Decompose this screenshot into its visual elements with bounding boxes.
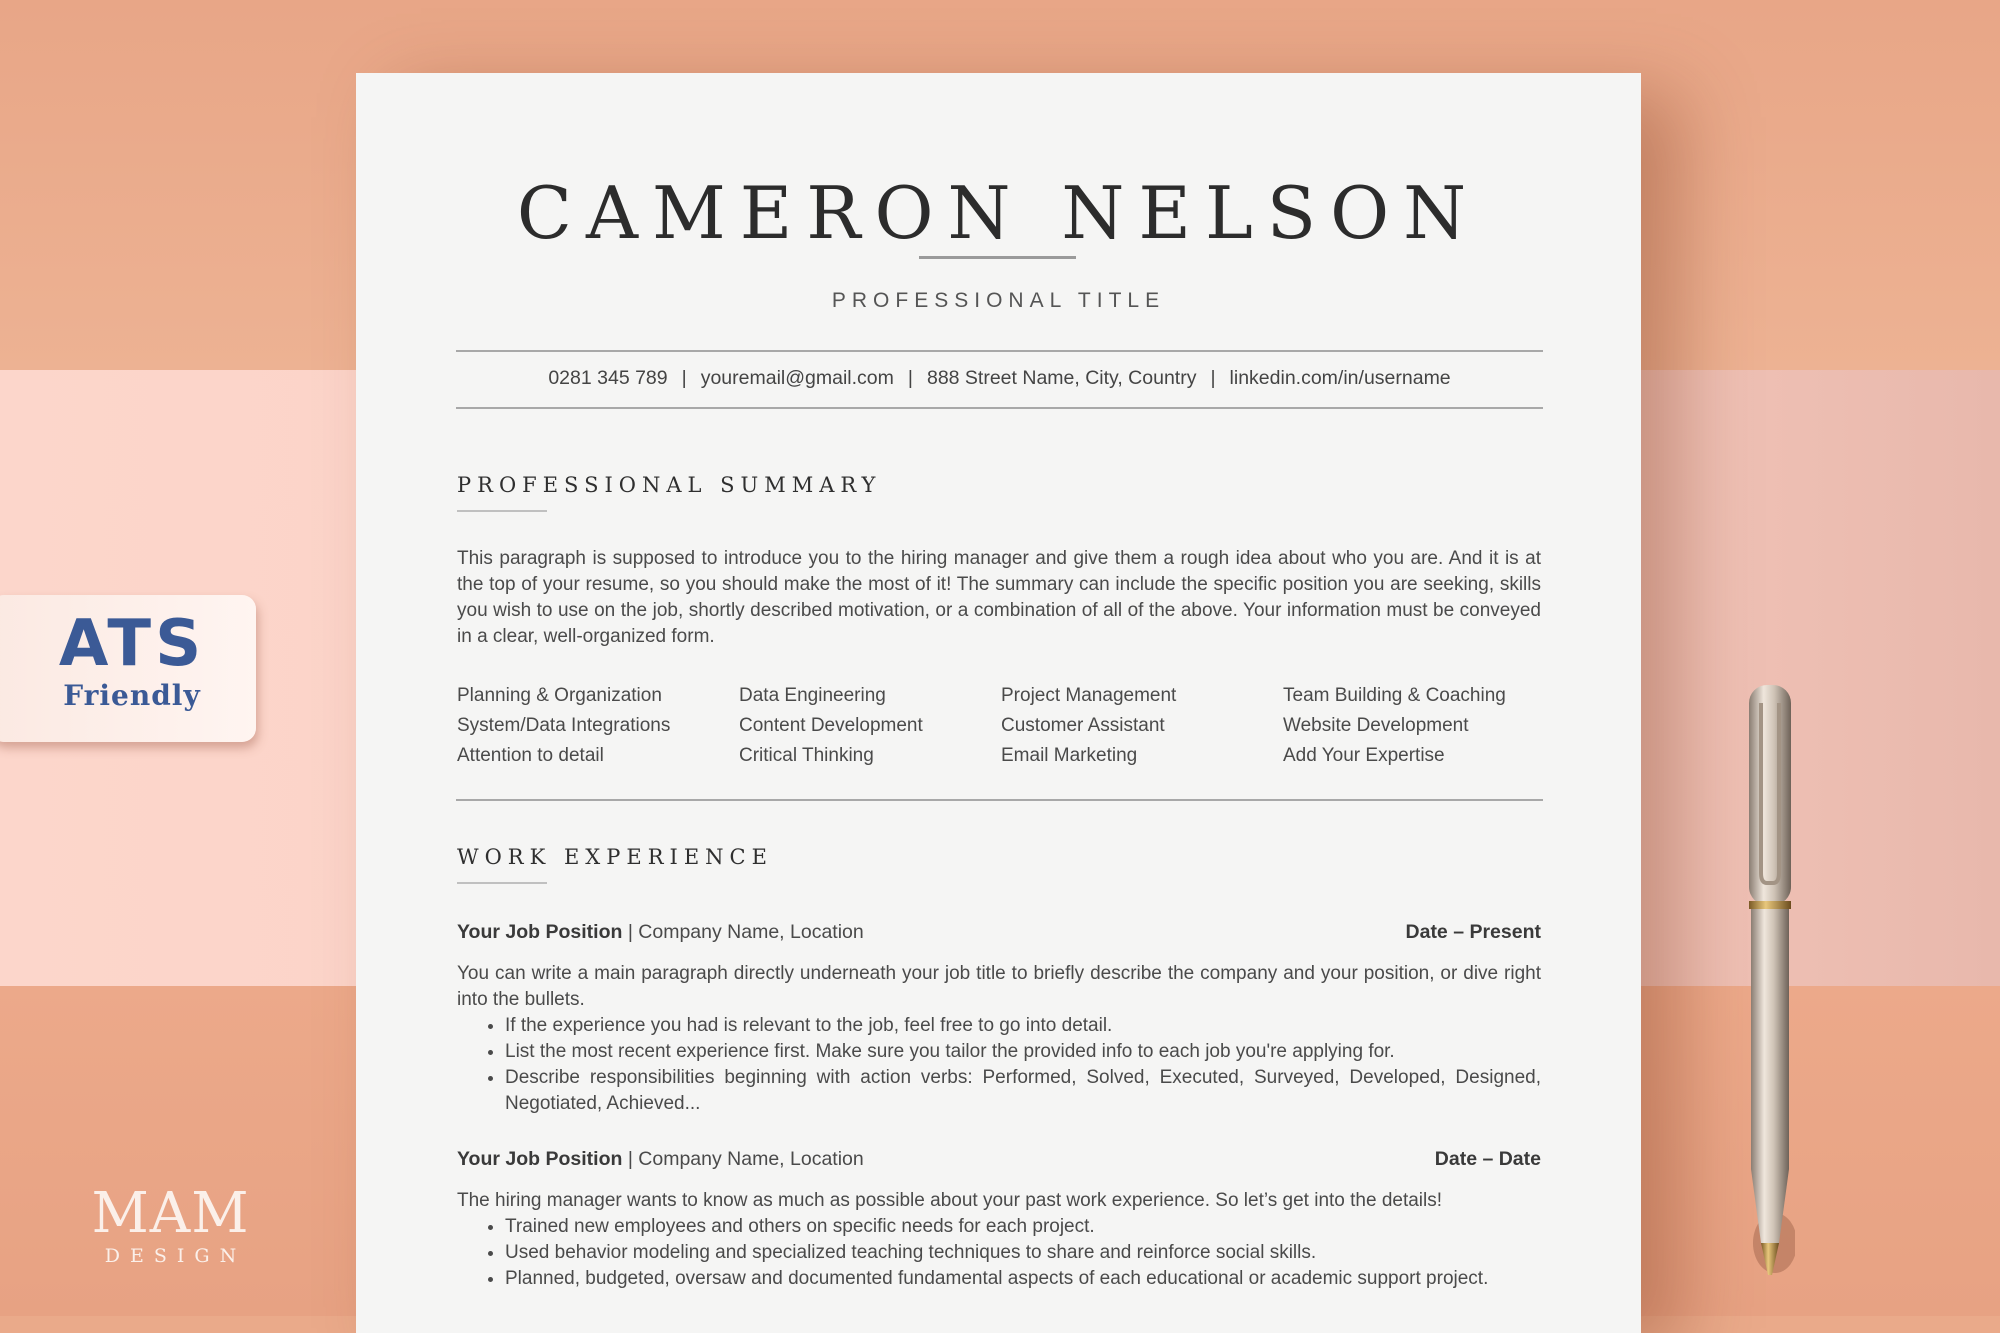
skill-item: Content Development [739, 715, 923, 736]
contact-separator: | [1210, 367, 1216, 389]
skill-item: System/Data Integrations [457, 715, 671, 736]
resume-page [356, 73, 1641, 1333]
job-header [457, 921, 1541, 944]
contact-phone: 0281 345 789 [548, 367, 668, 389]
experience-heading-underline [457, 882, 547, 884]
section-divider [456, 799, 1543, 801]
job-bullet: • Describe responsibilities beginning with action verbs: Performed, Solved, Executed, Surveyed, Developed, Designed, Negotiated, Achieved... [505, 1065, 1541, 1117]
job-header [457, 1148, 1541, 1171]
skill-item: Website Development [1283, 715, 1469, 736]
brand-logo [88, 1181, 253, 1267]
badge-subtitle: Friendly [63, 679, 201, 712]
job-description: The hiring manager wants to know as much as possible about your past work experience. So let’s get into the details! [457, 1190, 1443, 1211]
summary-heading-underline [457, 510, 547, 512]
contact-top-rule [456, 350, 1543, 352]
skill-item: Customer Assistant [1001, 715, 1165, 736]
logo-wordmark: MAM [91, 1181, 250, 1246]
job-bullets [457, 1214, 1541, 1292]
professional-title: PROFESSIONAL TITLE [831, 289, 1166, 312]
skills-grid [457, 683, 1547, 769]
experience-heading: WORK EXPERIENCE [457, 845, 773, 869]
job-bullet: • Used behavior modeling and specialized teaching techniques to share and reinforce social skills. [505, 1240, 1541, 1266]
skill-item: Team Building & Coaching [1283, 685, 1506, 706]
contact-line [456, 367, 1543, 390]
candidate-name: CAMERON NELSON [516, 171, 1481, 255]
summary-paragraph: This paragraph is supposed to introduce you to the hiring manager and give them a rough idea about who you are. And it is at the top of your resume, so you should make the most of it! The summary can include the specific position you are seeking, skills you wish to use on the job, shortly described motivation, or a combination of all of the above. Your information must be conveyed in a clear, well-organized form. [457, 548, 1541, 647]
skill-item: Project Management [1001, 685, 1177, 706]
pen-icon [1745, 683, 1795, 1283]
job-date: Date – Present [1405, 921, 1541, 943]
skill-item: Data Engineering [739, 685, 886, 706]
job-bullet: • Trained new employees and others on specific needs for each project. [505, 1214, 1541, 1240]
contact-separator: | [907, 367, 913, 389]
job-description: You can write a main paragraph directly underneath your job title to briefly describe the company and your position, or dive right into the bullets. [457, 963, 1541, 1010]
job-position: Your Job Position [457, 1148, 623, 1170]
job-date: Date – Date [1434, 1148, 1541, 1170]
job-bullet: • Planned, budgeted, oversaw and documented fundamental aspects of each educational or academic support project. [505, 1266, 1541, 1292]
summary-heading: PROFESSIONAL SUMMARY [457, 473, 882, 497]
job-bullet: • List the most recent experience first. Make sure you tailor the provided info to each job you're applying for. [505, 1039, 1541, 1065]
logo-subtitle: DESIGN [104, 1245, 247, 1267]
ats-friendly-badge [0, 595, 256, 742]
job-position: Your Job Position [457, 921, 623, 943]
skill-item: Planning & Organization [457, 685, 662, 706]
job-company: | Company Name, Location [627, 921, 864, 943]
badge-title: ATS [58, 607, 206, 681]
job-bullets [457, 1013, 1541, 1117]
contact-linkedin: linkedin.com/in/username [1229, 367, 1451, 389]
skill-item: Critical Thinking [739, 745, 874, 766]
job-company: | Company Name, Location [627, 1148, 864, 1170]
contact-address: 888 Street Name, City, Country [926, 367, 1197, 389]
contact-email: youremail@gmail.com [700, 367, 894, 389]
skill-item: Email Marketing [1001, 745, 1138, 766]
job-bullet: • If the experience you had is relevant to the job, feel free to go into detail. [505, 1013, 1541, 1039]
name-underline [919, 256, 1076, 259]
contact-separator: | [681, 367, 687, 389]
skill-item: Attention to detail [457, 745, 604, 766]
skill-item: Add Your Expertise [1283, 745, 1445, 766]
contact-bottom-rule [456, 407, 1543, 409]
